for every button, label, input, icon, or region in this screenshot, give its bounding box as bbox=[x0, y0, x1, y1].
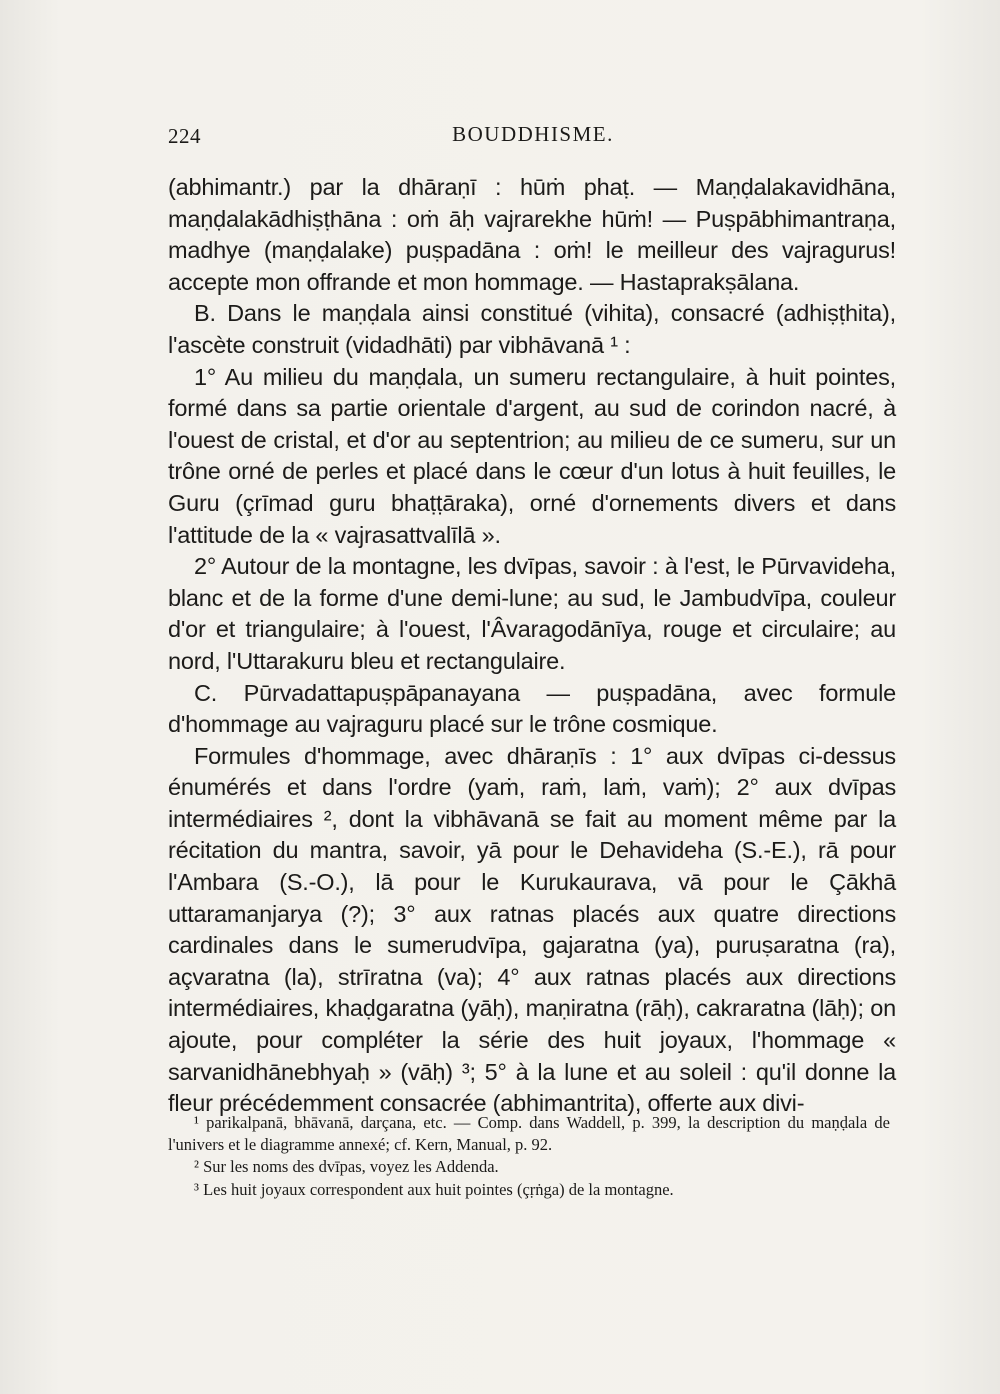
paragraph-section-c: C. Pūrvadattapuṣpāpanayana — puṣpadāna, avec formule d'hommage au vajraguru placé sur le trône cosmique. bbox=[168, 679, 896, 738]
paragraph-continuation: (abhimantr.) par la dhāraṇī : hūṁ phaṭ. — Maṇḍalakavidhāna, maṇḍalakādhiṣṭhāna : oṁ āḥ vajrarekhe hūṁ! — Puṣpābhimantraṇa, madhye (maṇḍalake) puṣpadāna : oṁ! le meilleur des vajragurus! accepte mon offrande et mon hommage. — Hastaprakṣālana. bbox=[168, 174, 896, 295]
footnote-1: ¹ parikalpanā, bhāvanā, darçana, etc. — Comp. dans Waddell, p. 399, la description du maṇḍala de l'univers et le diagramme annexé; cf. Kern, Manual, p. 92. bbox=[168, 1113, 890, 1155]
footnote-3: ³ Les huit joyaux correspondent aux huit pointes (çṛṅga) de la montagne. bbox=[194, 1179, 674, 1199]
paragraph-item-1: 1° Au milieu du maṇḍala, un sumeru rectangulaire, à huit pointes, formé dans sa partie orientale d'argent, au sud de corindon nacré, à l'ouest de cristal, et d'or au septentrion; au milieu de ce sumeru, sur un trône orné de perles et placé dans le cœur d'un lotus à huit feuilles, le Guru (çrīmad guru bhaṭṭāraka), orné d'ornements divers et dans l'attitude de la « vajrasattvalīlā ». bbox=[168, 363, 896, 548]
paragraph-item-2: 2° Autour de la montagne, les dvīpas, savoir : à l'est, le Pūrvavideha, blanc et de la forme d'une demi-lune; au sud, le Jambudvīpa, couleur d'or et triangulaire; à l'ouest, l'Âvaragodānīya, rouge et circulaire; au nord, l'Uttarakuru bleu et rectangulaire. bbox=[168, 553, 896, 674]
page-header bbox=[168, 118, 898, 148]
paragraph-formules: Formules d'hommage, avec dhāraṇīs : 1° aux dvīpas ci-dessus énumérés et dans l'ordre (yaṁ, raṁ, laṁ, vaṁ); 2° aux dvīpas intermédiaires ², dont la vibhāvanā se fait au moment même par la récitation du mantra, savoir, yā pour le Dehavideha (S.-E.), rā pour l'Ambara (S.-O.), lā pour le Kurukaurava, vā pour le Çākhā uttaramanjarya (?); 3° aux ratnas placés aux quatre directions cardinales dans le sumerudvīpa, gajaratna (ya), puruṣaratna (ra), açvaratna (la), strīratna (va); 4° aux ratnas placés aux directions intermédiaires, khaḍgaratna (yāḥ), maṇiratna (rāḥ), cakraratna (lāḥ); on ajoute, pour compléter la série des huit joyaux, l'hommage « sarvanidhānebhyaḥ » (vāḥ) ³; 5° à la lune et au soleil : qu'il donne la fleur précédemment consacrée (abhimantrita), offerte aux divi- bbox=[168, 742, 896, 1117]
running-title: BOUDDHISME. bbox=[452, 122, 614, 146]
paragraph-section-b: B. Dans le maṇḍala ainsi constitué (vihita), consacré (adhiṣṭhita), l'ascète construit (vidadhāti) par vibhāvanā ¹ : bbox=[168, 300, 896, 358]
page-number: 224 bbox=[168, 124, 201, 148]
footnotes bbox=[168, 1112, 890, 1201]
main-text bbox=[168, 172, 896, 1120]
footnote-2: ² Sur les noms des dvīpas, voyez les Addenda. bbox=[194, 1157, 499, 1177]
